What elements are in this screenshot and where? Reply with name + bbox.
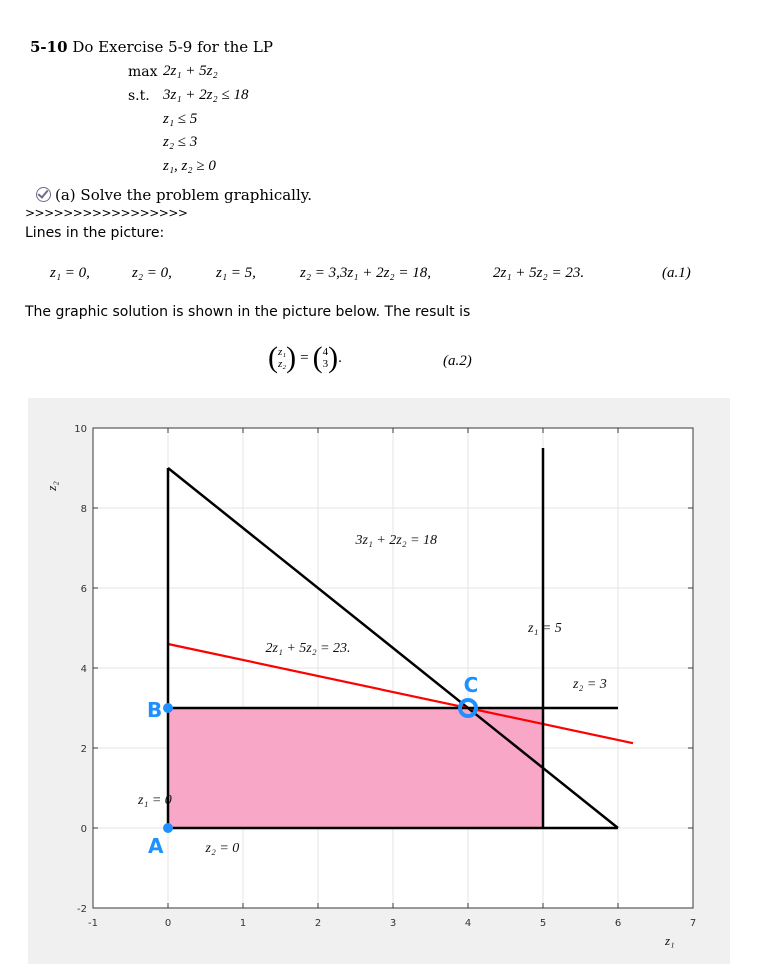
st-keyword: s.t. [128,88,150,104]
x-tick-label: -1 [88,918,98,929]
constraint-3: z₂ ≤ 3 [163,134,198,150]
point-label-a: A [148,834,164,858]
line-annotation-3: z₁ = 5 [528,621,562,636]
exercise-number: 5-10 [30,38,68,56]
exercise-heading [30,38,273,56]
arrows-divider: >>>>>>>>>>>>>>>>> [25,206,188,220]
checkmark-icon [36,187,51,202]
equation-tag-a2: (a.2) [443,353,472,369]
result-lhs-bottom: z₂ [278,358,287,370]
y-tick-label: 10 [74,424,87,435]
equation-tag-a1: (a.1) [662,265,691,281]
line-annotation-2: 2z₁ + 5z₂ = 23. [265,641,351,656]
y-tick-label: 8 [80,504,87,515]
y-tick-label: 0 [80,824,87,835]
x-tick-label: 2 [314,918,322,929]
feasible-region [168,708,543,828]
constraint-1: 3z₁ + 2z₂ ≤ 18 [163,87,249,103]
objective-expression: 2z₁ + 5z₂ [163,63,218,79]
line-annotation-6: z₂ = 0 [205,841,240,856]
point-label-c: C [463,673,479,697]
point-marker-a [163,823,173,833]
x-tick-label: 3 [389,918,397,929]
line-item-1: z₁ = 0, [50,265,90,281]
point-label-b: B [147,698,163,722]
y-tick-label: -2 [77,904,87,915]
constraint-2: z₁ ≤ 5 [163,111,198,127]
point-marker-b [163,703,173,713]
part-a [36,185,312,204]
x-tick-label: 5 [539,918,547,929]
x-tick-label: 1 [239,918,247,929]
line-item-4: z₂ = 3,3z₁ + 2z₂ = 18, [300,265,432,281]
x-tick-label: 7 [689,918,697,929]
lp-graph [28,398,730,964]
line-annotation-4: z₂ = 3 [573,677,607,692]
y-tick-label: 6 [80,584,87,595]
line-item-5: 2z₁ + 5z₂ = 23. [493,265,585,281]
constraint-4: z₁, z₂ ≥ 0 [163,158,216,174]
y-tick-label: 4 [80,664,87,675]
x-tick-label: 6 [614,918,622,929]
y-tick-label: 2 [80,744,87,755]
exercise-intro: Do Exercise 5-9 for the LP [72,38,273,56]
result-rhs-bottom: 3 [322,358,329,370]
part-a-text: (a) Solve the problem graphically. [55,186,313,204]
line-item-3: z₁ = 5, [216,265,256,281]
line-item-2: z₂ = 0, [132,265,172,281]
line-annotation-5: z₁ = 0 [138,793,172,808]
result-period: . [338,349,342,366]
x-tick-label: 0 [164,918,172,929]
y-axis-label: z₂ [44,481,59,491]
objective-keyword: max [128,64,158,80]
x-axis-label: z₁ [665,933,675,948]
result-text: The graphic solution is shown in the picture below. The result is [25,304,471,320]
line-annotation-1: 3z₁ + 2z₂ = 18 [355,533,438,548]
x-tick-label: 4 [464,918,472,929]
result-equals: = [300,349,309,366]
lines-heading: Lines in the picture: [25,225,165,241]
result-lhs-top: z₁ [278,346,287,358]
lp-graph-figure [28,398,730,964]
result-vector: ( z₁ z₂ ) = ( 4 3 ) . [268,341,342,374]
result-rhs-top: 4 [322,346,329,358]
